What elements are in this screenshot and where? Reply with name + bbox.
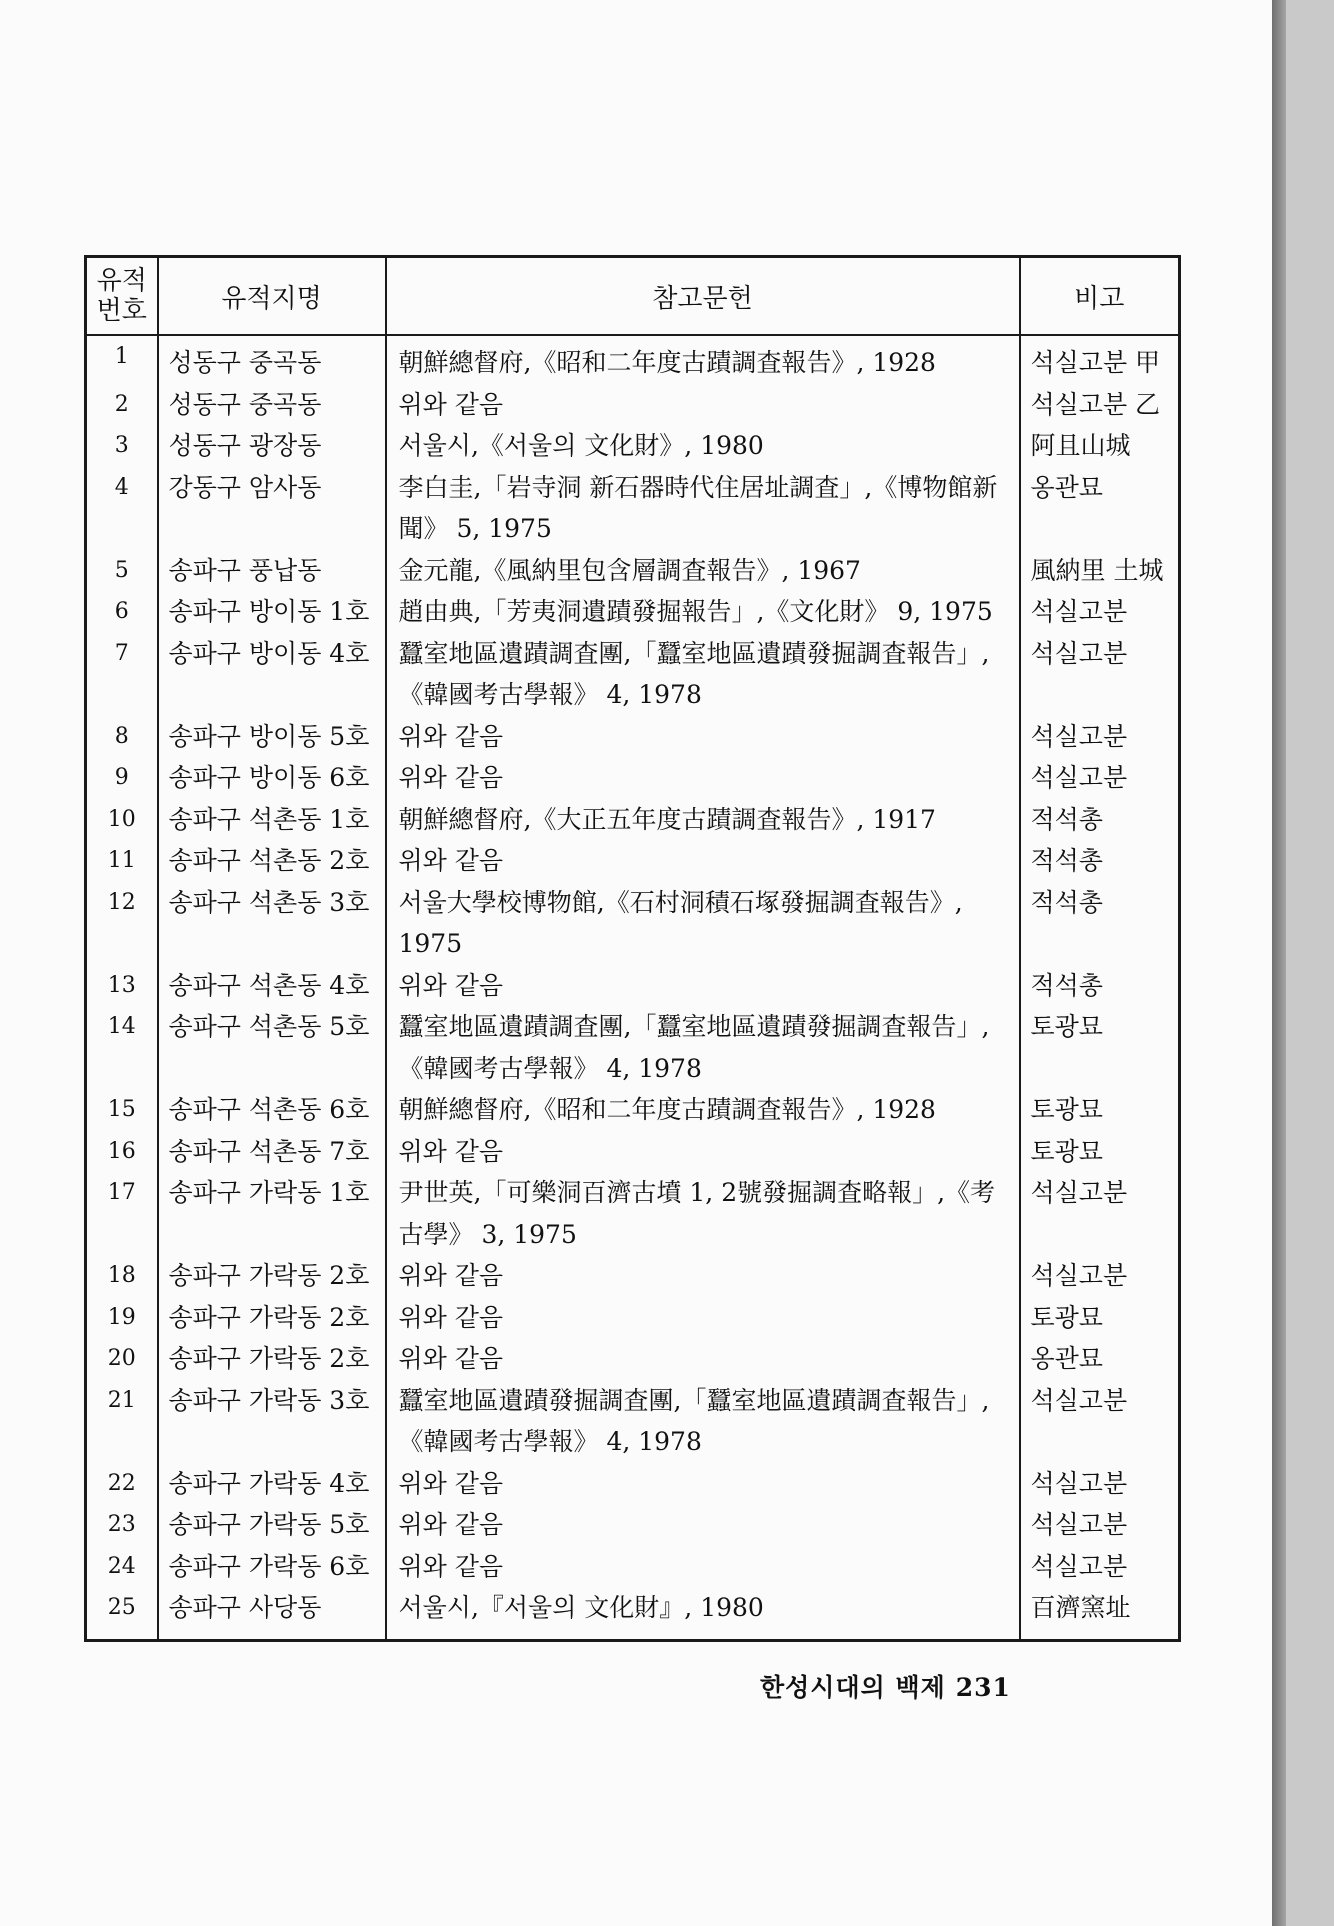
table-row: [86, 1255, 1180, 1297]
table-row: [86, 1380, 1180, 1463]
table-row: [86, 591, 1180, 633]
row-site-name: 송파구 가락동 3호: [158, 1380, 386, 1463]
row-reference: 尹世英,「可樂洞百濟古墳 1, 2號發掘調査略報」,《考古學》 3, 1975: [386, 1172, 1020, 1255]
table-body: [86, 335, 1180, 1640]
row-note: 석실고분 乙: [1030, 389, 1161, 419]
row-note: 석실고분: [1030, 763, 1128, 792]
row-note: 석실고분: [1030, 1261, 1128, 1290]
header-note: 비고: [1020, 257, 1180, 336]
row-number: 25: [86, 1587, 158, 1640]
row-reference: 위와 같음: [386, 1297, 1020, 1339]
header-site-number: 유적 번호: [86, 257, 158, 336]
table-row: [86, 1006, 1180, 1089]
running-title: 한성시대의 백제: [760, 1673, 946, 1702]
row-number: 8: [86, 716, 158, 758]
row-number: 16: [86, 1131, 158, 1173]
row-reference: 朝鮮總督府,《大正五年度古蹟調査報告》, 1917: [386, 799, 1020, 841]
row-note: 석실고분: [1030, 1551, 1128, 1581]
row-reference: 위와 같음: [386, 1504, 1020, 1546]
header-site-name: 유적지명: [158, 257, 386, 336]
row-note: 토광묘: [1030, 1136, 1103, 1166]
row-site-name: 송파구 석촌동 5호: [158, 1006, 386, 1089]
table-header-row: [86, 257, 1180, 336]
table-row: [86, 1131, 1180, 1173]
row-reference: 위와 같음: [386, 757, 1020, 799]
row-number: 2: [86, 384, 158, 426]
row-number: 24: [86, 1546, 158, 1588]
background-margin: [1286, 0, 1334, 1926]
row-number: 7: [86, 633, 158, 716]
row-note: 토광묘: [1030, 1302, 1103, 1332]
row-reference: 위와 같음: [386, 1546, 1020, 1588]
table-row: [86, 882, 1180, 965]
row-reference: 위와 같음: [386, 1338, 1020, 1380]
row-reference: 서울시,《서울의 文化財》, 1980: [386, 425, 1020, 467]
row-number: 12: [86, 882, 158, 965]
table-row: [86, 1089, 1180, 1131]
table-row: [86, 384, 1180, 426]
row-site-name: 송파구 방이동 4호: [158, 633, 386, 716]
row-site-name: 성동구 광장동: [158, 425, 386, 467]
row-reference: 위와 같음: [386, 1255, 1020, 1297]
row-note: 적석총: [1030, 846, 1103, 875]
row-site-name: 송파구 가락동 2호: [158, 1338, 386, 1380]
row-note: 토광묘: [1030, 1012, 1103, 1041]
row-note: 석실고분: [1030, 1385, 1128, 1415]
row-site-name: 강동구 암사동: [158, 467, 386, 550]
row-reference: 서울大學校博物館,《石村洞積石塚發掘調査報告》, 1975: [386, 882, 1020, 965]
row-number: 6: [86, 591, 158, 633]
row-reference: 朝鮮總督府,《昭和二年度古蹟調査報告》, 1928: [386, 335, 1020, 384]
row-site-name: 성동구 중곡동: [158, 335, 386, 384]
row-number: 1: [86, 335, 158, 384]
row-site-name: 송파구 풍납동: [158, 550, 386, 592]
page-edge: [1272, 0, 1286, 1926]
row-reference: 蠶室地區遺蹟調査團,「蠶室地區遺蹟發掘調査報告」,《韓國考古學報》 4, 1978: [386, 633, 1020, 716]
row-reference: 蠶室地區遺蹟調査團,「蠶室地區遺蹟發掘調査報告」,《韓國考古學報》 4, 1978: [386, 1006, 1020, 1089]
row-site-name: 송파구 방이동 5호: [158, 716, 386, 758]
row-reference: 위와 같음: [386, 840, 1020, 882]
row-reference: 위와 같음: [386, 1131, 1020, 1173]
row-number: 15: [86, 1089, 158, 1131]
table-row: [86, 467, 1180, 550]
row-note: 적석총: [1030, 804, 1103, 834]
table-row: [86, 716, 1180, 758]
row-number: 13: [86, 965, 158, 1007]
row-site-name: 송파구 가락동 2호: [158, 1255, 386, 1297]
row-number: 19: [86, 1297, 158, 1339]
row-note: 석실고분: [1030, 1510, 1128, 1539]
row-reference: 위와 같음: [386, 384, 1020, 426]
row-reference: 趙由典,「芳夷洞遺蹟發掘報告」,《文化財》 9, 1975: [386, 591, 1020, 633]
row-note: 석실고분: [1030, 1468, 1128, 1498]
row-note: 百濟窯址: [1030, 1593, 1131, 1622]
row-reference: 위와 같음: [386, 1463, 1020, 1505]
row-number: 3: [86, 425, 158, 467]
row-site-name: 송파구 석촌동 2호: [158, 840, 386, 882]
row-note: 옹관묘: [1030, 1344, 1103, 1373]
row-reference: 서울시,『서울의 文化財』, 1980: [386, 1587, 1020, 1640]
row-site-name: 송파구 가락동 1호: [158, 1172, 386, 1255]
table-row: [86, 840, 1180, 882]
row-number: 4: [86, 467, 158, 550]
row-number: 9: [86, 757, 158, 799]
table-row: [86, 1504, 1180, 1546]
row-number: 22: [86, 1463, 158, 1505]
row-number: 20: [86, 1338, 158, 1380]
page-footer: [760, 1668, 1011, 1704]
row-site-name: 송파구 가락동 2호: [158, 1297, 386, 1339]
table-row: [86, 550, 1180, 592]
row-reference: 蠶室地區遺蹟發掘調査團,「蠶室地區遺蹟調査報告」,《韓國考古學報》 4, 1978: [386, 1380, 1020, 1463]
table-row: [86, 799, 1180, 841]
row-note: 토광묘: [1030, 1095, 1103, 1124]
table-row: [86, 425, 1180, 467]
row-site-name: 송파구 방이동 6호: [158, 757, 386, 799]
row-site-name: 송파구 석촌동 6호: [158, 1089, 386, 1131]
row-site-name: 송파구 석촌동 4호: [158, 965, 386, 1007]
table-row: [86, 757, 1180, 799]
row-reference: 金元龍,《風納里包含層調査報告》, 1967: [386, 550, 1020, 592]
row-note: 석실고분 甲: [1030, 348, 1161, 377]
table-row: [86, 1463, 1180, 1505]
row-note: 석실고분: [1030, 721, 1128, 751]
row-reference: 위와 같음: [386, 965, 1020, 1007]
row-site-name: 송파구 석촌동 3호: [158, 882, 386, 965]
row-site-name: 송파구 석촌동 7호: [158, 1131, 386, 1173]
row-note: 阿且山城: [1030, 431, 1131, 460]
table-row: [86, 1297, 1180, 1339]
row-note: 적석총: [1030, 970, 1103, 1000]
row-site-name: 송파구 가락동 6호: [158, 1546, 386, 1588]
table-row: [86, 633, 1180, 716]
page-number: 231: [955, 1673, 1011, 1702]
row-number: 23: [86, 1504, 158, 1546]
row-number: 14: [86, 1006, 158, 1089]
row-number: 10: [86, 799, 158, 841]
row-number: 21: [86, 1380, 158, 1463]
row-note: 옹관묘: [1030, 472, 1103, 502]
row-number: 11: [86, 840, 158, 882]
row-reference: 위와 같음: [386, 716, 1020, 758]
row-note: 風納里 土城: [1030, 555, 1164, 585]
row-note: 석실고분: [1030, 1178, 1128, 1207]
row-site-name: 송파구 방이동 1호: [158, 591, 386, 633]
row-reference: 朝鮮總督府,《昭和二年度古蹟調査報告》, 1928: [386, 1089, 1020, 1131]
row-reference: 李白圭,「岩寺洞 新石器時代住居址調査」,《博物館新聞》 5, 1975: [386, 467, 1020, 550]
table-row: [86, 1172, 1180, 1255]
header-reference: 참고문헌: [386, 257, 1020, 336]
table-row: [86, 1587, 1180, 1640]
table-row: [86, 965, 1180, 1007]
row-site-name: 송파구 가락동 5호: [158, 1504, 386, 1546]
table-row: [86, 1546, 1180, 1588]
row-note: 적석총: [1030, 887, 1103, 917]
row-site-name: 성동구 중곡동: [158, 384, 386, 426]
site-reference-table: [84, 255, 1181, 1642]
row-site-name: 송파구 가락동 4호: [158, 1463, 386, 1505]
row-site-name: 송파구 석촌동 1호: [158, 799, 386, 841]
row-number: 17: [86, 1172, 158, 1255]
row-site-name: 송파구 사당동: [158, 1587, 386, 1640]
table-row: [86, 335, 1180, 384]
row-number: 18: [86, 1255, 158, 1297]
row-note: 석실고분: [1030, 597, 1128, 626]
row-note: 석실고분: [1030, 638, 1128, 668]
table-row: [86, 1338, 1180, 1380]
row-number: 5: [86, 550, 158, 592]
